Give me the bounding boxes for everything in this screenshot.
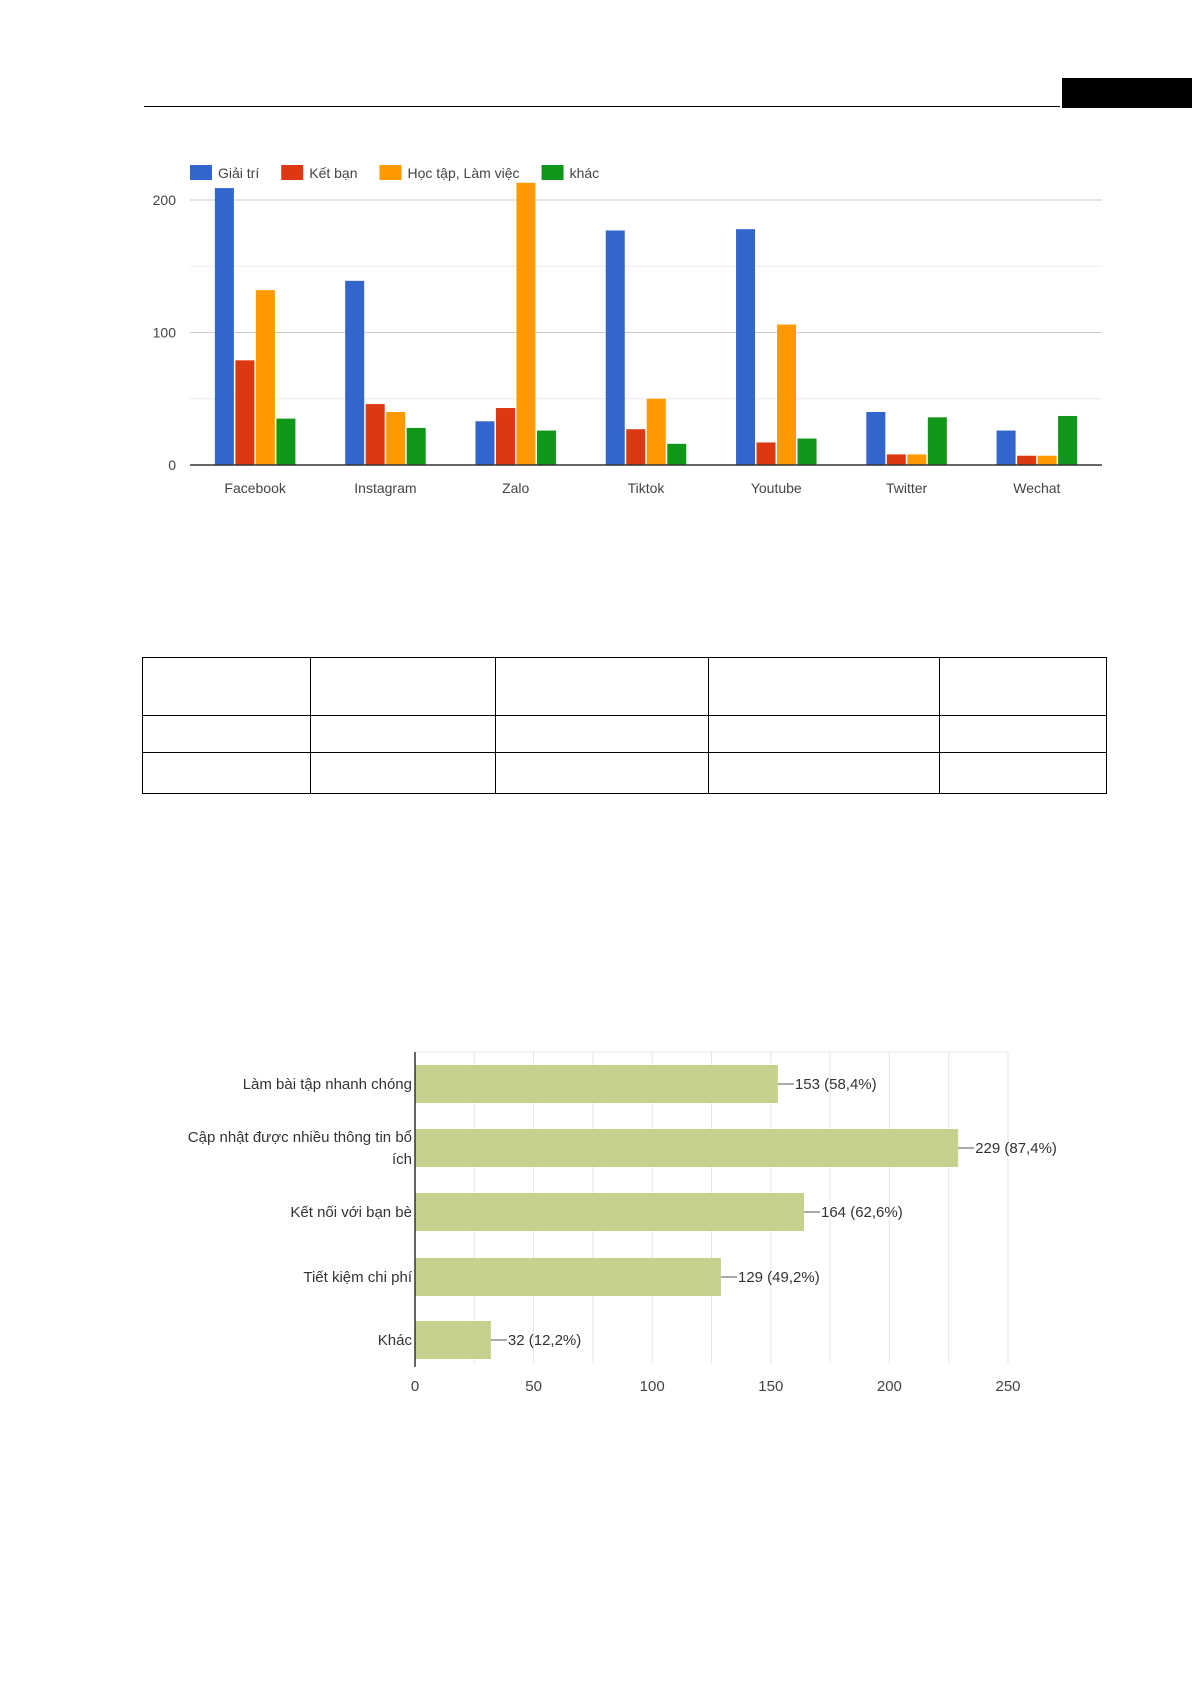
bar bbox=[887, 454, 906, 465]
table-row bbox=[143, 658, 1107, 716]
table-cell bbox=[311, 658, 496, 716]
legend-label: Giải trí bbox=[218, 165, 260, 181]
table-cell bbox=[143, 658, 311, 716]
table-cell bbox=[496, 753, 709, 794]
x-tick-label: Facebook bbox=[224, 480, 286, 496]
x-tick-label: Instagram bbox=[354, 480, 417, 496]
bar bbox=[1058, 416, 1077, 465]
bar bbox=[276, 419, 295, 465]
y-tick-label: 0 bbox=[168, 457, 176, 473]
bar bbox=[415, 1258, 721, 1296]
x-tick-label: 150 bbox=[758, 1378, 784, 1395]
grouped-bar-chart bbox=[0, 140, 1192, 520]
category-label: ích bbox=[391, 1151, 412, 1168]
table-cell bbox=[143, 753, 311, 794]
table-cell bbox=[709, 716, 940, 753]
data-label: 32 (12,2%) bbox=[507, 1332, 582, 1349]
table-cell bbox=[496, 658, 709, 716]
x-tick-label: 50 bbox=[525, 1378, 542, 1395]
legend-swatch bbox=[190, 165, 212, 180]
table-cell bbox=[709, 658, 940, 716]
bar bbox=[736, 229, 755, 465]
legend-label: khác bbox=[569, 165, 600, 181]
bar bbox=[516, 183, 535, 465]
legend-swatch bbox=[281, 165, 303, 180]
bar bbox=[1038, 456, 1057, 465]
bar bbox=[907, 454, 926, 465]
category-label: Khác bbox=[377, 1332, 412, 1349]
category-label: Cập nhật được nhiều thông tin bổ bbox=[187, 1129, 412, 1146]
x-tick-label: Wechat bbox=[1013, 480, 1061, 496]
bar bbox=[345, 281, 364, 465]
table-cell bbox=[940, 716, 1107, 753]
bar bbox=[626, 429, 645, 465]
bar bbox=[415, 1065, 778, 1103]
legend-swatch bbox=[380, 165, 402, 180]
table-cell bbox=[496, 716, 709, 753]
data-label: 129 (49,2%) bbox=[737, 1269, 820, 1286]
bar bbox=[496, 408, 515, 465]
table-cell bbox=[709, 753, 940, 794]
x-tick-label: 100 bbox=[639, 1378, 665, 1395]
table-cell bbox=[311, 753, 496, 794]
bar bbox=[606, 230, 625, 465]
data-label: 153 (58,4%) bbox=[794, 1076, 877, 1093]
bar bbox=[667, 444, 686, 465]
legend-label: Học tập, Làm việc bbox=[407, 165, 520, 181]
y-tick-label: 200 bbox=[152, 192, 176, 208]
table-row bbox=[143, 753, 1107, 794]
data-label: 229 (87,4%) bbox=[975, 1140, 1057, 1157]
bar bbox=[386, 412, 405, 465]
bar bbox=[997, 431, 1016, 465]
category-label: Tiết kiệm chi phí bbox=[303, 1269, 412, 1286]
data-table bbox=[142, 657, 1107, 794]
bar bbox=[777, 325, 796, 465]
bar bbox=[256, 290, 275, 465]
table-cell bbox=[311, 716, 496, 753]
page-number-block bbox=[1062, 78, 1192, 108]
x-tick-label: 0 bbox=[410, 1378, 420, 1395]
category-label: Kết nối với bạn bè bbox=[290, 1204, 412, 1221]
x-tick-label: Tiktok bbox=[627, 480, 665, 496]
x-tick-label: Twitter bbox=[885, 480, 928, 496]
bar bbox=[537, 431, 556, 465]
bar bbox=[407, 428, 426, 465]
table-cell bbox=[940, 753, 1107, 794]
bar bbox=[235, 360, 254, 465]
bar bbox=[757, 442, 776, 465]
bar bbox=[647, 399, 666, 465]
data-label: 164 (62,6%) bbox=[821, 1204, 903, 1221]
table-row bbox=[143, 716, 1107, 753]
category-label: Làm bài tập nhanh chóng bbox=[242, 1076, 412, 1093]
bar bbox=[475, 421, 494, 465]
y-tick-label: 100 bbox=[152, 324, 176, 341]
header-rule bbox=[144, 106, 1060, 107]
bar bbox=[415, 1193, 804, 1231]
x-tick-label: 250 bbox=[995, 1378, 1021, 1395]
table-cell bbox=[143, 716, 311, 753]
bar bbox=[215, 188, 234, 465]
bar bbox=[366, 404, 385, 465]
horizontal-bar-chart bbox=[0, 1040, 1192, 1420]
bar bbox=[928, 417, 947, 465]
x-tick-label: Zalo bbox=[502, 480, 530, 496]
x-tick-label: Youtube bbox=[750, 480, 802, 496]
legend-swatch bbox=[542, 165, 564, 180]
x-tick-label: 200 bbox=[876, 1378, 902, 1395]
table-cell bbox=[940, 658, 1107, 716]
bar bbox=[798, 439, 817, 466]
legend-label: Kết bạn bbox=[309, 165, 358, 181]
bar bbox=[1017, 456, 1036, 465]
bar bbox=[415, 1129, 958, 1167]
bar bbox=[415, 1321, 491, 1359]
bar bbox=[866, 412, 885, 465]
